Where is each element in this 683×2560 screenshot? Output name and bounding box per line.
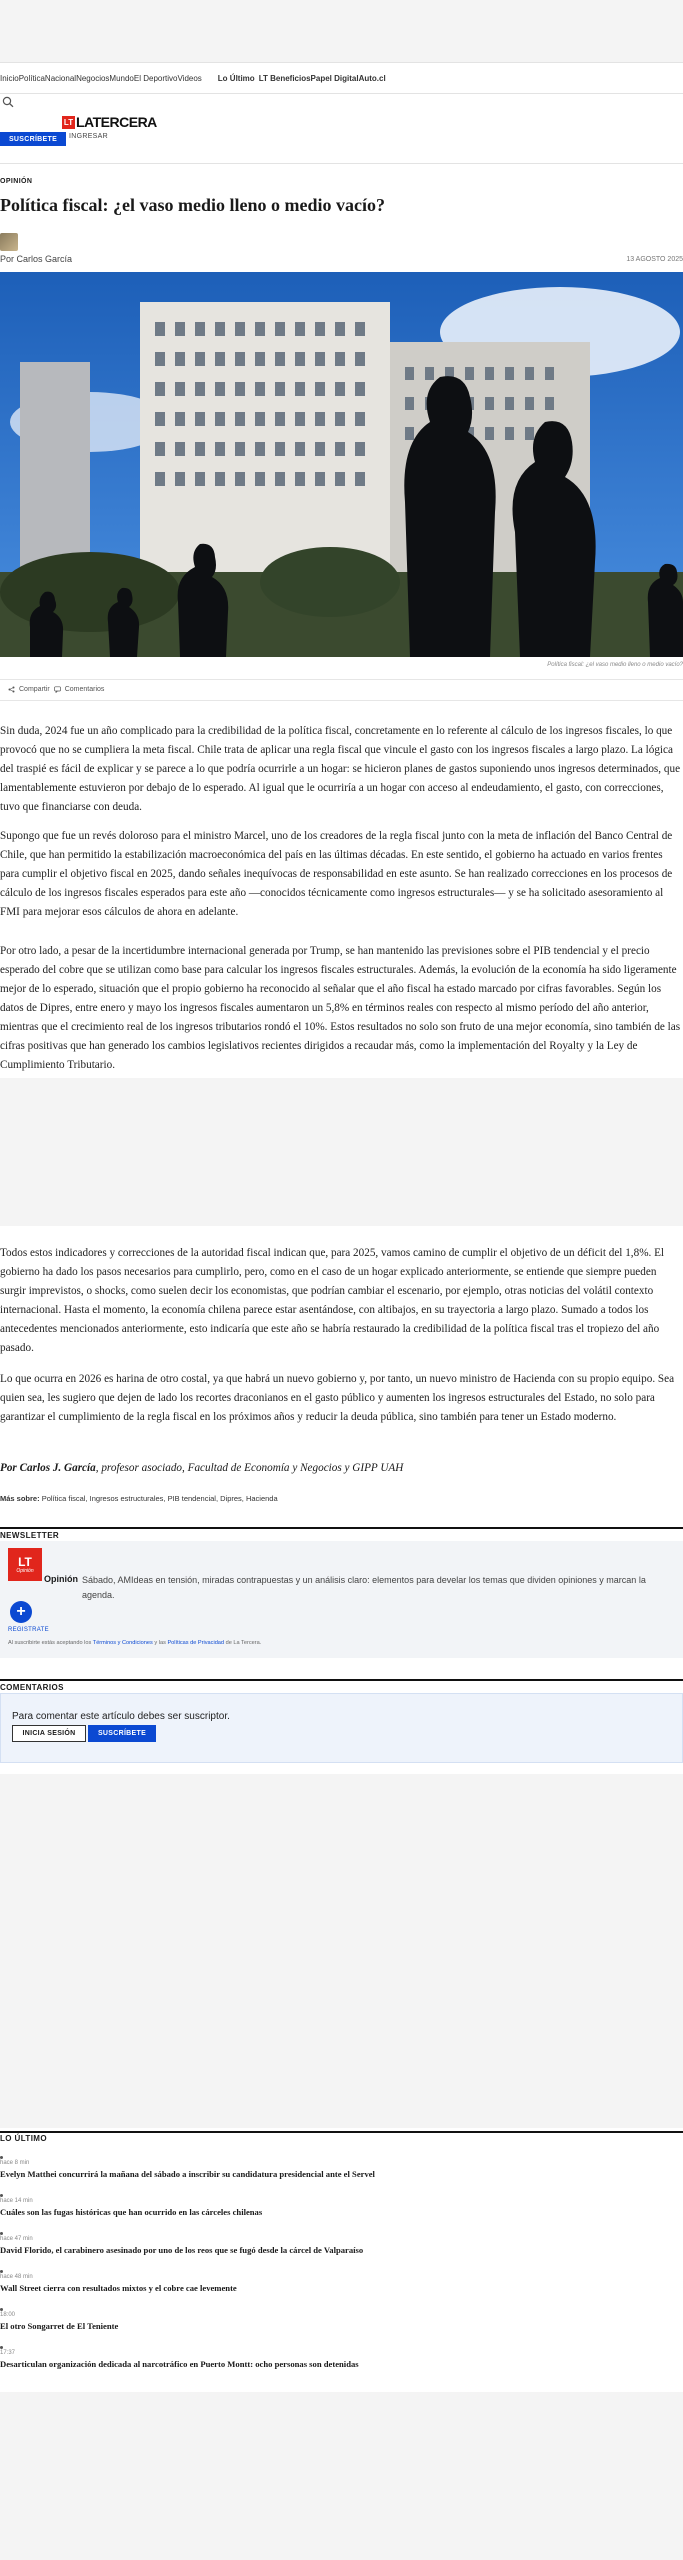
comments-subscribe-button[interactable]: SUSCRÍBETE [88, 1725, 156, 1742]
terms-link[interactable]: Términos y Condiciones [92, 1640, 153, 1646]
comments-divider [0, 1679, 683, 1681]
latest-item-time: hace 8 min [0, 2160, 30, 2166]
bullet-icon [0, 2270, 3, 2273]
nav-item-el-deportivo[interactable]: El Deportivo [133, 73, 178, 83]
image-caption: Política fiscal: ¿el vaso medio lleno o medio vacío? [547, 662, 683, 668]
latest-item[interactable] [0, 2156, 683, 2186]
share-bar [8, 686, 104, 693]
article-paragraph: Por otro lado, a pesar de la incertidumbre internacional generada por Trump, se han mantenido las previsiones sobre el PIB tendencial y el precio esperado del cobre que se utilizan como base para calcular los ingresos fiscales estructurales. Además, la evolución de la economía ha sido ligeramente mejor de lo esperado, situación que el propio gobierno ha reconocido al señalar que el año fiscal ha estado marcado por cifras favorables. Según los datos de Dipres, entre enero y mayo los ingresos fiscales aumentaron un 5,8% en términos reales con respecto al mismo período del año anterior, mientras que el crecimiento real de los ingresos tributarios rondó el 10%. Estos resultados no solo son fruto de una mejor economía, sino también de las cifras positivas que han generado los cambios legislativos recientes dirigidos a recaudar más, como la implementación del Royalty y la Ley de Cumplimiento Tributario. [0, 945, 681, 1071]
tags-row [0, 1494, 278, 1503]
newsletter-name: Opinión [44, 1574, 78, 1584]
lower-ad-slot [0, 1774, 683, 2128]
bullet-icon [0, 2308, 3, 2311]
comments-link[interactable]: Comentarios [64, 686, 105, 693]
latest-item[interactable] [0, 2194, 683, 2224]
bullet-icon [0, 2232, 3, 2235]
legal-suffix: de La Tercera. [225, 1640, 262, 1646]
share-divider-top [0, 679, 683, 680]
newsletter-logo-sub: Opinión [16, 1567, 34, 1574]
nav-item-nacional[interactable]: Nacional [44, 73, 77, 83]
article-paragraph: Lo que ocurra en 2026 es harina de otro costal, ya que habrá un nuevo gobierno y, por tanto, un nuevo ministro de Hacienda con su propio equipo. Sea quien sea, les sugiero que dejen de lado los recortes draconianos en el gasto público y aumenten los ingresos estructurales del Estado, no solo para garantizar el cumplimiento de la regla fiscal en los próximos años y reducir la deuda pública, sino también para tener un Estado moderno. [0, 1373, 675, 1423]
bullet-icon [0, 2194, 3, 2197]
latest-item[interactable] [0, 2346, 683, 2376]
author-signature [0, 1462, 403, 1474]
nav-item-inicio[interactable]: Inicio [0, 73, 19, 83]
section-label[interactable]: OPINIÓN [0, 178, 33, 185]
latest-item-time: hace 47 min [0, 2236, 33, 2242]
latest-item-title[interactable]: Cuáles son las fugas históricas que han ocurrido en las cárceles chilenas [0, 2207, 263, 2217]
share-button[interactable]: Compartir [19, 686, 50, 693]
author-byline[interactable]: Por Carlos García [0, 254, 73, 264]
newsletter-logo [8, 1548, 42, 1581]
latest-item-title[interactable]: El otro Songarret de El Teniente [0, 2321, 119, 2331]
latest-item-time: hace 48 min [0, 2274, 33, 2280]
tags-label: Más sobre: [0, 1494, 40, 1503]
nav-item-auto-cl[interactable]: Auto.cl [358, 73, 386, 83]
privacy-link[interactable]: Políticas de Privacidad [167, 1640, 225, 1646]
latest-item-time: 17:37 [0, 2350, 16, 2356]
legal-mid: y las [154, 1640, 166, 1646]
header-divider [0, 163, 683, 164]
tag-list[interactable]: Política fiscal, Ingresos estructurales, PIB tendencial, Dipres, Hacienda [41, 1494, 278, 1503]
nav-item-papel-digital[interactable]: Papel Digital [310, 73, 359, 83]
nav-item-mundo[interactable]: Mundo [109, 73, 134, 83]
signature-name: Por Carlos J. García [0, 1462, 96, 1474]
main-nav [0, 62, 683, 94]
logo-wordmark: LATERCERA [76, 114, 157, 130]
site-logo[interactable] [62, 114, 157, 130]
latest-item-title[interactable]: David Florido, el carabinero asesinado por uno de los reos que se fugó desde la cárcel de Valparaíso [0, 2245, 364, 2255]
comments-heading: COMENTARIOS [0, 1683, 64, 1692]
newsletter-description: Sábado, AMIdeas en tensión, miradas contrapuestas y un análisis claro: elementos para develar los temas que dividen opiniones y marcan la agenda. [82, 1575, 646, 1600]
article-title: Política fiscal: ¿el vaso medio lleno o medio vacío? [0, 195, 385, 215]
newsletter-divider [0, 1527, 683, 1529]
logo-mark: LT [63, 117, 74, 127]
newsletter-heading: NEWSLETTER [0, 1531, 60, 1540]
nav-item-lt-beneficios[interactable]: LT Beneficios [258, 73, 311, 83]
latest-item-title[interactable]: Desarticulan organización dedicada al narcotráfico en Puerto Montt: ocho personas son detenidas [0, 2359, 359, 2369]
publish-date: 13 AGOSTO 2025 [626, 256, 683, 263]
nav-item-lo-ultimo[interactable]: Lo Último [217, 73, 255, 83]
latest-item-time: hace 14 min [0, 2198, 33, 2204]
latest-item[interactable] [0, 2270, 683, 2300]
newsletter-logo-mark: LT [18, 1554, 32, 1569]
legal-prefix: Al suscribirte estás aceptando los [8, 1640, 92, 1646]
bullet-icon [0, 2346, 3, 2349]
mid-ad-slot [0, 1078, 683, 1226]
newsletter-legal-text [8, 1640, 261, 1646]
hero-image [0, 272, 683, 657]
comment-icon[interactable] [54, 686, 61, 693]
comments-login-button[interactable]: INICIA SESIÓN [12, 1725, 86, 1742]
article-paragraph: Todos estos indicadores y correcciones de la autoridad fiscal indican que, para 2025, vamos camino de cumplir el objetivo de un déficit del 1,8%. El gobierno ha dado los pasos necesarios para cumplirlo, pero, como en el caso de un hogar explicado anteriormente, se entiende que siempre pueden surgir imprevistos, o shocks, como suelen decir los economistas, que podrían cambiar el escenario, por ejemplo, otras noticias del volátil contexto internacional. Hasta el momento, la economía chilena parece estar asentándose, con altibajos, en su trayectoria a largo plazo. Sumado a todos los antecedentes mencionados anteriormente, esto indicaría que este año se habría restaurado la credibilidad de la política fiscal tras el tropiezo del año pasado. [0, 1247, 665, 1354]
article-paragraph: Supongo que fue un revés doloroso para el ministro Marcel, uno de los creadores de la regla fiscal junto con la meta de inflación del Banco Central de Chile, que han permitido la estabilización macroeconómica del país en las últimas décadas. En este sentido, el gobierno ha actuado en varios frentes para cumplir el objetivo fiscal en 2025, dando señales inequívocas de responsabilidad en este asunto. Se han realizado correcciones en los procesos de cálculo de los ingresos fiscales esperados para este año —conocidos técnicamente como ingresos estructurales— y se ha solicitado asesoramiento al FMI para mejorar esos cálculos de ahora en adelante. [0, 830, 673, 918]
signature-role: , profesor asociado, Facultad de Economía y Negocios y GIPP UAH [95, 1462, 404, 1474]
latest-item[interactable] [0, 2308, 683, 2338]
subscribe-button[interactable]: SUSCRÍBETE [0, 132, 66, 146]
latest-item-time: 18:00 [0, 2312, 16, 2318]
nav-item-politica[interactable]: Política [18, 73, 45, 83]
nav-item-videos[interactable]: Videos [177, 73, 202, 83]
latest-item-title[interactable]: Wall Street cierra con resultados mixtos y el cobre cae levemente [0, 2283, 237, 2293]
bullet-icon [0, 2156, 3, 2159]
bottom-ad-slot [0, 2392, 683, 2560]
article-paragraph: Sin duda, 2024 fue un año complicado para la credibilidad de la política fiscal, concretamente en lo referente al cálculo de los ingresos fiscales, lo que provocó que no se cumpliera la meta fiscal. Chile trata de aplicar una regla fiscal que vincule el gasto con los ingresos fiscales a largo plazo. La lógica del traspié es fácil de explicar y se parece a lo que podría ocurrirle a un hogar: se hicieron planes de gastos suponiendo unos ingresos determinados, que lamentablemente estuvieron por debajo de lo esperado. Al igual que le ocurriría a un hogar con acceso al endeudamiento, el gasto, con correcciones, tuvo que financiarse con deuda. [0, 725, 681, 813]
latest-heading: LO ÚLTIMO [0, 2134, 47, 2143]
newsletter-register-label[interactable]: REGISTRATE [8, 1627, 49, 1633]
comments-prompt: Para comentar este artículo debes ser suscriptor. [12, 1711, 230, 1722]
latest-divider [0, 2131, 683, 2133]
newsletter-add-button[interactable]: + [10, 1601, 32, 1623]
latest-item-title[interactable]: Evelyn Matthei concurrirá la mañana del sábado a inscribir su candidatura presidencial ante el Servel [0, 2169, 375, 2179]
search-icon[interactable] [2, 96, 16, 108]
login-link[interactable]: INGRESAR [69, 133, 108, 140]
author-avatar [0, 233, 18, 251]
nav-item-negocios[interactable]: Negocios [76, 73, 110, 83]
share-icon[interactable] [8, 686, 15, 693]
top-ad-slot [0, 0, 683, 62]
latest-item[interactable] [0, 2232, 683, 2262]
share-divider-bottom [0, 700, 683, 701]
